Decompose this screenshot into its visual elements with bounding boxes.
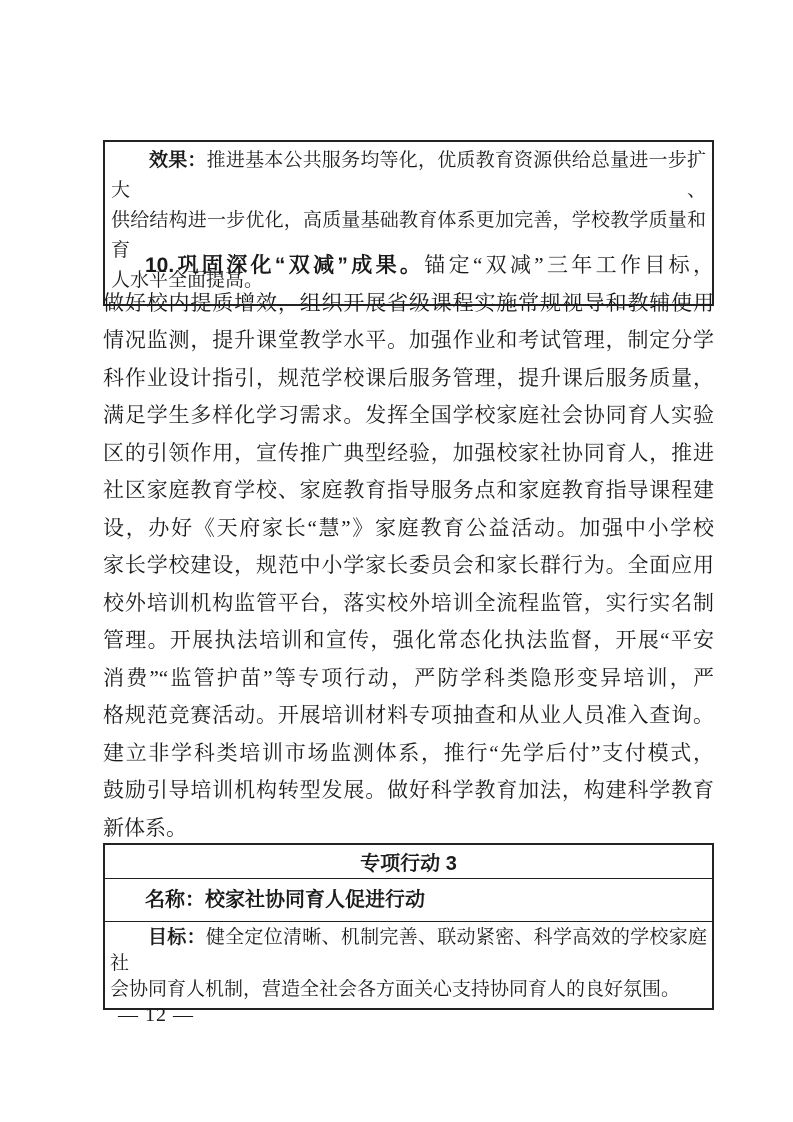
special-action-name-row xyxy=(105,878,712,921)
text-line: 科作业设计指引，规范学校课后服务管理，提升课后服务质量， xyxy=(103,365,714,390)
text-line: 情况监测，提升课堂教学水平。加强作业和考试管理，制定分学 xyxy=(103,328,714,352)
effect-label: 效果： xyxy=(149,150,207,171)
text-line: 格规范竞赛活动。开展培训材料专项抽查和从业人员准入查询。 xyxy=(103,703,714,727)
text-line: 鼓励引导培训机构转型发展。做好科学教育加法，构建科学教育 xyxy=(103,778,714,802)
text-line: 社区家庭教育学校、家庭教育指导服务点和家庭教育指导课程建 xyxy=(103,478,714,502)
special-action-name-value: 校家社协同育人促进行动 xyxy=(205,889,425,911)
paragraph-10-last-line: 新体系。 xyxy=(103,815,187,840)
goal-line-1 xyxy=(110,925,707,977)
special-action-table xyxy=(103,843,714,1010)
page-number: — 12 — xyxy=(118,1004,194,1026)
special-action-goal-row xyxy=(105,921,712,1008)
text-line: 做好校内提质增效，组织开展省级课程实施常规视导和教辅使用 xyxy=(103,290,714,315)
special-action-title: 专项行动 3 xyxy=(360,853,457,875)
text-line: 校外培训机构监管平台，落实校外培训全流程监管，实行实名制 xyxy=(103,590,714,615)
paragraph-10-first-line-text: 锚定“双减”三年工作目标， xyxy=(424,253,714,277)
effect-line-1-text: 推进基本公共服务均等化，优质教育资源供给总量进一步扩大、 xyxy=(111,150,706,201)
special-action-name-label: 名称： xyxy=(145,889,205,911)
text-line: 区的引领作用，宣传推广典型经验，加强校家社协同育人，推进 xyxy=(103,440,714,465)
text-line: 设，办好《天府家长“慧”》家庭教育公益活动。加强中小学校 xyxy=(103,515,714,540)
effect-line-2: 供给结构进一步优化，高质量基础教育体系更加完善，学校教学质量和育 xyxy=(111,210,706,261)
text-line: 管理。开展执法培训和宣传，强化常态化执法监督，开展“平安 xyxy=(103,628,714,652)
text-line: 建立非学科类培训市场监测体系，推行“先学后付”支付模式， xyxy=(103,740,714,765)
text-line: 消费”“监管护苗”等专项行动，严防学科类隐形变异培训，严 xyxy=(103,665,714,690)
goal-label: 目标： xyxy=(148,927,206,948)
goal-line-1-text: 健全定位清晰、机制完善、联动紧密、科学高效的学校家庭社 xyxy=(110,927,707,974)
text-line: 家长学校建设，规范中小学家长委员会和家长群行为。全面应用 xyxy=(103,553,714,577)
paragraph-10-first-line xyxy=(103,247,714,285)
goal-line-2: 会协同育人机制，营造全社会各方面关心支持协同育人的良好氛围。 xyxy=(110,979,681,1000)
effect-line-3: 人水平全面提高。 xyxy=(111,270,264,291)
paragraph-10-body-lines xyxy=(103,285,714,810)
effect-line-1 xyxy=(111,146,706,206)
text-line: 满足学生多样化学习需求。发挥全国学校家庭社会协同育人实验 xyxy=(103,403,714,427)
paragraph-10-lead: 10.巩固深化“双减”成果。 xyxy=(145,254,425,277)
paragraph-10 xyxy=(103,247,714,847)
